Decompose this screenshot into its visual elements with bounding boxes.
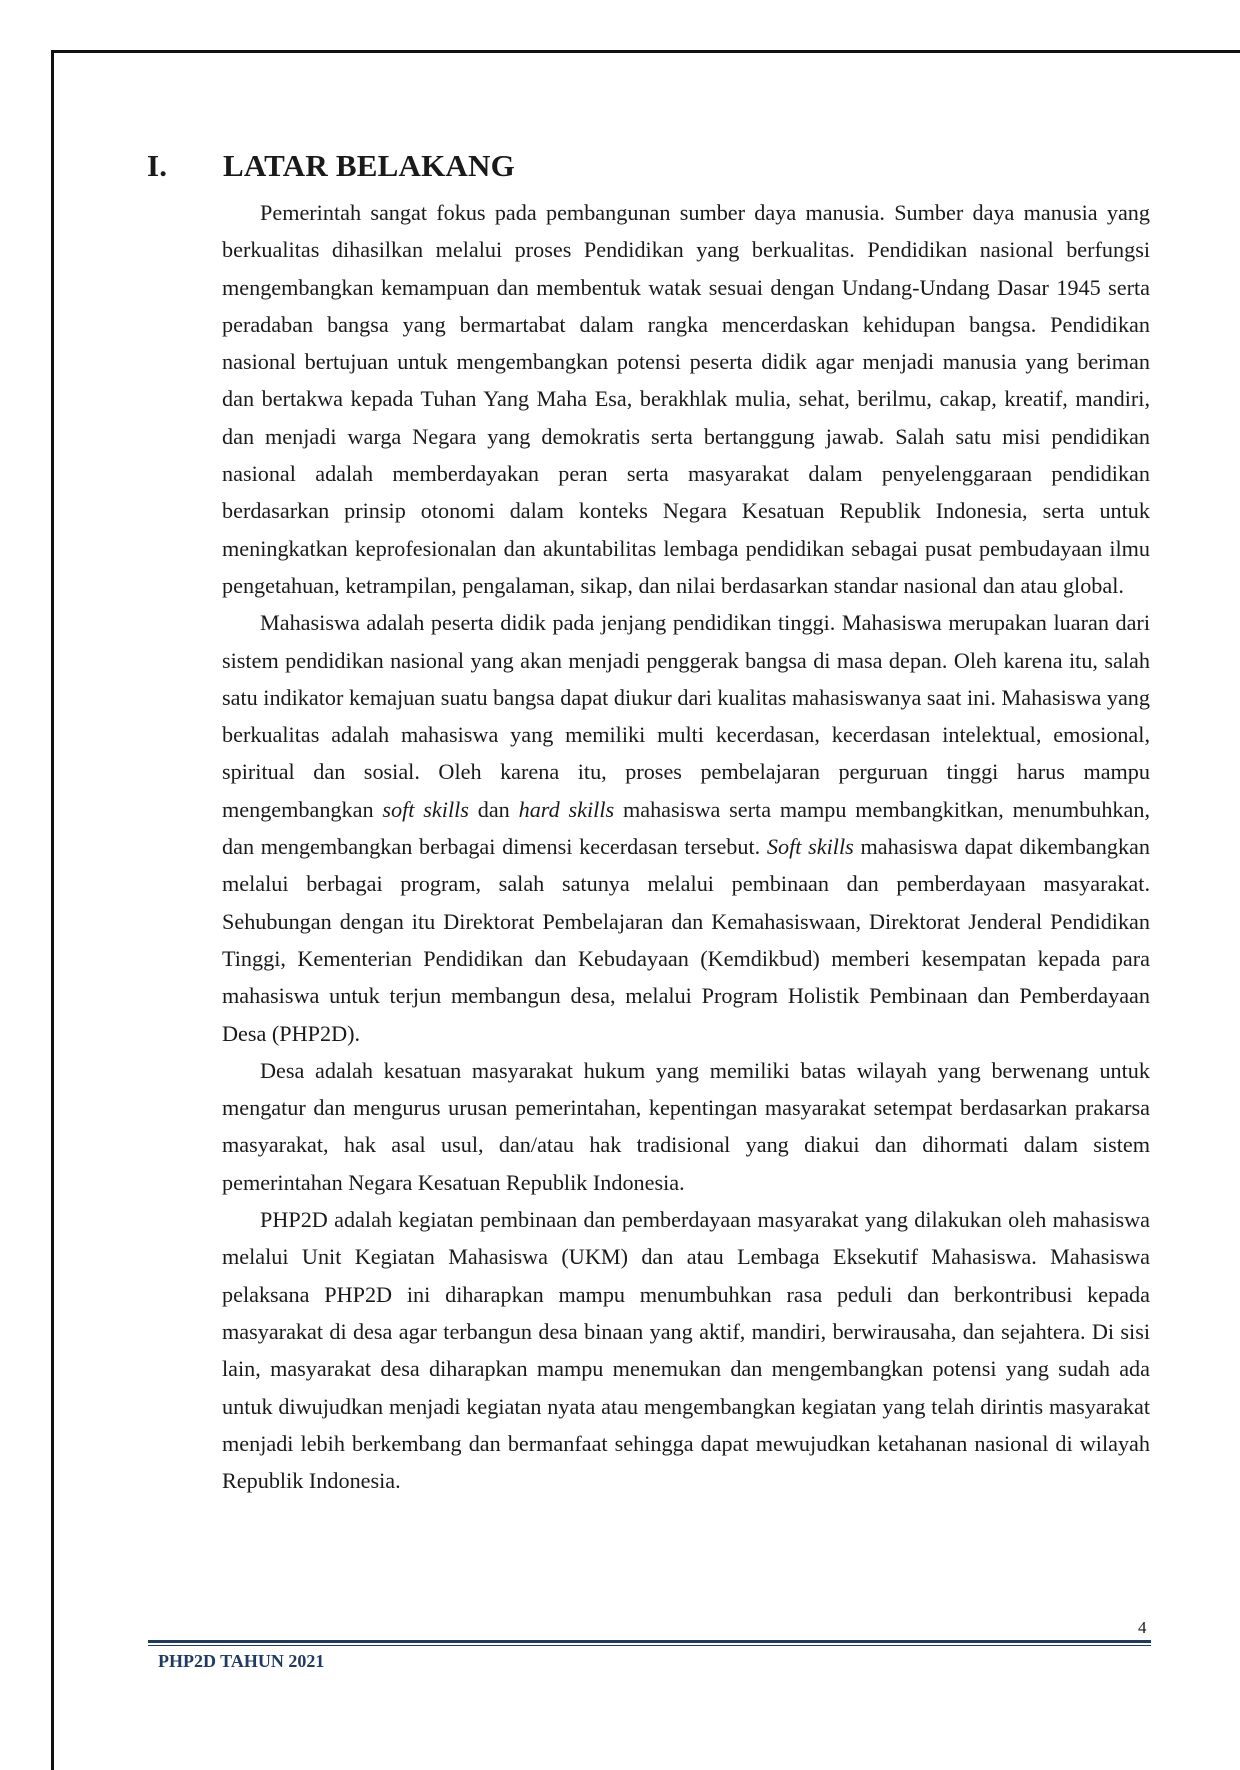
paragraph-4: PHP2D adalah kegiatan pembinaan dan pemberdayaan masyarakat yang dilakukan oleh mahasiswa melalui Unit Kegiatan Mahasiswa (UKM) dan atau Lembaga Eksekutif Mahasiswa. Mahasiswa pelaksana PHP2D ini diharapkan mampu menumbuhkan rasa peduli dan berkontribusi kepada masyarakat di desa agar terbangun desa binaan yang aktif, mandiri, berwirausaha, dan sejahtera. Di sisi lain, masyarakat desa diharapkan mampu menemukan dan mengembangkan potensi yang sudah ada untuk diwujudkan menjadi kegiatan nyata atau mengembangkan kegiatan yang telah dirintis masyarakat menjadi lebih berkembang dan bermanfaat sehingga dapat mewujudkan ketahanan nasional di wilayah Republik Indonesia. bbox=[222, 1207, 1150, 1494]
paragraph-1: Pemerintah sangat fokus pada pembangunan sumber daya manusia. Sumber daya manusia yang berkualitas dihasilkan melalui proses Pendidikan yang berkualitas. Pendidikan nasional berfungsi mengembangkan kemampuan dan membentuk watak sesuai dengan Undang-Undang Dasar 1945 serta peradaban bangsa yang bermartabat dalam rangka mencerdaskan kehidupan bangsa. Pendidikan nasional bertujuan untuk mengembangkan potensi peserta didik agar menjadi manusia yang beriman dan bertakwa kepada Tuhan Yang Maha Esa, berakhlak mulia, sehat, berilmu, cakap, kreatif, mandiri, dan menjadi warga Negara yang demokratis serta bertanggung jawab. Salah satu misi pendidikan nasional adalah memberdayakan peran serta masyarakat dalam penyelenggaraan pendidikan berdasarkan prinsip otonomi dalam konteks Negara Kesatuan Republik Indonesia, serta untuk meningkatkan keprofesionalan dan akuntabilitas lembaga pendidikan sebagai pusat pembudayaan ilmu pengetahuan, ketrampilan, pengalaman, sikap, dan nilai berdasarkan standar nasional dan atau global. bbox=[222, 200, 1150, 598]
footer-rule-thin bbox=[148, 1645, 1151, 1646]
section-number: I. bbox=[147, 148, 168, 183]
footer-rule bbox=[148, 1640, 1151, 1643]
paragraph-2-part-2: dan bbox=[468, 796, 519, 822]
section-title: LATAR BELAKANG bbox=[223, 148, 515, 183]
paragraph-3: Desa adalah kesatuan masyarakat hukum yang memiliki batas wilayah yang berwenang untuk mengatur dan mengurus urusan pemerintahan, kepentingan masyarakat setempat berdasarkan prakarsa masyarakat, hak asal usul, dan/atau hak tradisional yang diakui dan dihormati dalam sistem pemerintahan Negara Kesatuan Republik Indonesia. bbox=[222, 1057, 1150, 1195]
section-body bbox=[222, 194, 1150, 1499]
paragraph-2-part-3: mahasiswa serta mampu membangkitkan, menumbuhkan, dan mengembangkan berbagai dimensi kecerdasan tersebut. bbox=[222, 796, 1151, 860]
paragraph-2 bbox=[222, 604, 1150, 1052]
italic-hard-skills: hard skills bbox=[518, 796, 615, 822]
page-number: 4 bbox=[1138, 1618, 1147, 1637]
paragraph-2-part-4: mahasiswa dapat dikembangkan melalui berbagai program, salah satunya melalui pembinaan dan pemberdayaan masyarakat. Sehubungan dengan itu Direktorat Pembelajaran dan Kemahasiswaan, Direktorat Jenderal Pendidikan Tinggi, Kementerian Pendidikan dan Kebudayaan (Kemdikbud) memberi kesempatan kepada para mahasiswa untuk terjun membangun desa, melalui Program Holistik Pembinaan dan Pemberdayaan Desa (PHP2D). bbox=[222, 834, 1150, 1046]
italic-soft-skills-2: Soft skills bbox=[766, 834, 854, 860]
footer-label: PHP2D TAHUN 2021 bbox=[158, 1651, 325, 1671]
italic-soft-skills: soft skills bbox=[382, 796, 469, 822]
section-heading bbox=[147, 146, 515, 186]
paragraph-2-part-1: Mahasiswa adalah peserta didik pada jenjang pendidikan tinggi. Mahasiswa merupakan luaran dari sistem pendidikan nasional yang akan menjadi penggerak bangsa di masa depan. Oleh karena itu, salah satu indikator kemajuan suatu bangsa dapat diukur dari kualitas mahasiswanya saat ini. Mahasiswa yang berkualitas adalah mahasiswa yang memiliki multi kecerdasan, kecerdasan intelektual, emosional, spiritual dan sosial. Oleh karena itu, proses pembelajaran perguruan tinggi harus mampu mengembangkan bbox=[222, 610, 1150, 822]
